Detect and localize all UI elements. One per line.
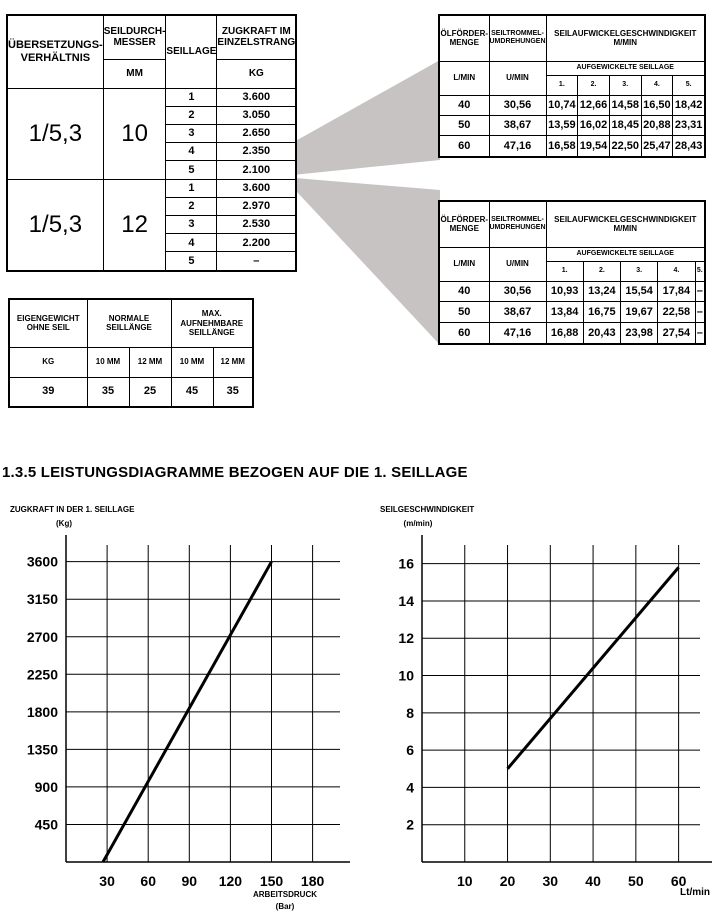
y-tick-label: 1800 bbox=[26, 703, 58, 720]
force-cell: 2.650 bbox=[217, 124, 296, 142]
layer-cell: 1 bbox=[166, 88, 217, 106]
speed-cell: 23,98 bbox=[621, 322, 658, 344]
y-tick-label: 2 bbox=[406, 816, 414, 833]
header-force-unit: KG bbox=[217, 59, 296, 88]
y-tick-label: 3600 bbox=[26, 553, 58, 570]
force-cell: 2.100 bbox=[217, 161, 296, 179]
speed-cell: 12,66 bbox=[578, 95, 610, 115]
connector-wedge-upper bbox=[283, 60, 440, 176]
y-tick-label: 6 bbox=[406, 742, 414, 759]
connector-wedge-lower bbox=[283, 177, 440, 345]
speed-cell: 22,58 bbox=[658, 302, 695, 323]
value-cell: 39 bbox=[9, 377, 87, 407]
layer-cell: 5 bbox=[166, 161, 217, 179]
speed-cell: 16,58 bbox=[546, 136, 578, 157]
flow-cell: 60 bbox=[439, 136, 489, 157]
unit-rotation: U/MIN bbox=[489, 61, 546, 95]
sub-header: 10 MM bbox=[171, 347, 213, 377]
layer-cell: 3 bbox=[166, 124, 217, 142]
layer-header: 1. bbox=[546, 75, 578, 95]
header-rotation: SEILTROMMEL-UMDREHUNGEN bbox=[489, 15, 546, 61]
x-tick-label: 40 bbox=[585, 873, 601, 889]
speed-cell: 20,43 bbox=[583, 322, 620, 344]
speed-cell: 16,88 bbox=[546, 322, 583, 344]
header-ratio: ÜBERSETZUNGS-VERHÄLTNIS bbox=[7, 15, 103, 88]
speed-cell: 18,45 bbox=[609, 115, 641, 135]
x-axis-label: ARBEITSDRUCK bbox=[253, 890, 317, 899]
flow-cell: 50 bbox=[439, 115, 489, 135]
speed-cell: 25,47 bbox=[641, 136, 673, 157]
speed-cell: – bbox=[695, 281, 705, 302]
layer-cell: 4 bbox=[166, 143, 217, 161]
flow-cell: 40 bbox=[439, 95, 489, 115]
y-tick-label: 2250 bbox=[26, 666, 58, 683]
y-tick-label: 2700 bbox=[26, 628, 58, 645]
layer-header: 4. bbox=[641, 75, 673, 95]
value-cell: 35 bbox=[87, 377, 129, 407]
y-tick-label: 3150 bbox=[26, 591, 58, 608]
flow-cell: 40 bbox=[439, 281, 489, 302]
layer-header: 5. bbox=[673, 75, 705, 95]
speed-cell: 15,54 bbox=[621, 281, 658, 302]
weight-table bbox=[8, 298, 254, 408]
x-tick-label: 50 bbox=[628, 873, 644, 889]
layer-header: 3. bbox=[621, 261, 658, 281]
speed-cell: – bbox=[695, 322, 705, 344]
y-tick-label: 10 bbox=[398, 667, 414, 684]
x-tick-label: 60 bbox=[140, 873, 156, 889]
x-tick-label: 90 bbox=[181, 873, 198, 889]
diameter-cell: 10 bbox=[103, 88, 166, 179]
speed-cell: 28,43 bbox=[673, 136, 705, 157]
sub-header: 10 MM bbox=[87, 347, 129, 377]
layer-cell: 3 bbox=[166, 216, 217, 234]
x-tick-label: 10 bbox=[456, 873, 473, 889]
unit-flow: L/MIN bbox=[439, 61, 489, 95]
header-normal-length: NORMALE SEILLÄNGE bbox=[87, 299, 171, 347]
speed-cell: 20,88 bbox=[641, 115, 673, 135]
flow-cell: 50 bbox=[439, 302, 489, 323]
force-cell: – bbox=[217, 252, 296, 271]
y-tick-label: 4 bbox=[406, 779, 414, 796]
layer-header: 3. bbox=[609, 75, 641, 95]
header-speed: SEILAUFWICKELGESCHWINDIGKEIT M/MIN bbox=[546, 15, 705, 61]
flow-cell: 60 bbox=[439, 322, 489, 344]
x-tick-label: 30 bbox=[542, 873, 559, 889]
x-tick-label: 180 bbox=[300, 873, 325, 889]
speed-cell: 14,58 bbox=[609, 95, 641, 115]
speed-cell: 17,84 bbox=[658, 281, 695, 302]
x-tick-label: 150 bbox=[259, 873, 284, 889]
layer-cell: 5 bbox=[166, 252, 217, 271]
speed-cell: 16,75 bbox=[583, 302, 620, 323]
speed-cell: 23,31 bbox=[673, 115, 705, 135]
main-table bbox=[6, 14, 297, 272]
header-rotation: SEILTROMMEL-UMDREHUNGEN bbox=[489, 201, 546, 247]
header-force: ZUGKRAFT IM EINZELSTRANG bbox=[217, 15, 296, 59]
header-layer: SEILLAGE bbox=[166, 15, 217, 88]
header-speed: SEILAUFWICKELGESCHWINDIGKEIT M/MIN bbox=[546, 201, 705, 247]
speed-cell: 22,50 bbox=[609, 136, 641, 157]
x-tick-label: 60 bbox=[670, 873, 687, 889]
layer-header: 4. bbox=[658, 261, 695, 281]
header-max-length: MAX. AUFNEHMBARE SEILLÄNGE bbox=[171, 299, 253, 347]
speed-cell: 19,54 bbox=[578, 136, 610, 157]
value-cell: 35 bbox=[213, 377, 253, 407]
layer-cell: 2 bbox=[166, 106, 217, 124]
diameter-cell: 12 bbox=[103, 179, 166, 271]
ratio-cell: 1/5,3 bbox=[7, 88, 103, 179]
header-layers: AUFGEWICKELTE SEILLAGE bbox=[546, 61, 705, 75]
layer-header: 2. bbox=[578, 75, 610, 95]
layer-header: 2. bbox=[583, 261, 620, 281]
speed-cell: 13,84 bbox=[546, 302, 583, 323]
speed-cell: 27,54 bbox=[658, 322, 695, 344]
y-tick-label: 450 bbox=[34, 816, 58, 833]
sub-header: 12 MM bbox=[129, 347, 171, 377]
unit-flow: L/MIN bbox=[439, 247, 489, 281]
value-cell: 25 bbox=[129, 377, 171, 407]
force-cell: 2.200 bbox=[217, 234, 296, 252]
force-cell: 3.050 bbox=[217, 106, 296, 124]
y-tick-label: 8 bbox=[406, 704, 414, 721]
rotation-cell: 47,16 bbox=[489, 136, 546, 157]
ratio-cell: 1/5,3 bbox=[7, 179, 103, 271]
rotation-cell: 38,67 bbox=[489, 302, 546, 323]
force-cell: 2.970 bbox=[217, 197, 296, 215]
speed-cell: – bbox=[695, 302, 705, 323]
y-tick-label: 1350 bbox=[26, 741, 58, 758]
y-axis-unit: (Kg) bbox=[56, 519, 72, 528]
rotation-cell: 38,67 bbox=[489, 115, 546, 135]
y-tick-label: 12 bbox=[398, 630, 414, 647]
y-axis-label: ZUGKRAFT IN DER 1. SEILLAGE bbox=[10, 505, 135, 514]
sub-header: 12 MM bbox=[213, 347, 253, 377]
speed-cell: 19,67 bbox=[621, 302, 658, 323]
layer-cell: 1 bbox=[166, 179, 217, 197]
speed-cell: 13,24 bbox=[583, 281, 620, 302]
speed-cell: 10,93 bbox=[546, 281, 583, 302]
header-weight: EIGENGEWICHT OHNE SEIL bbox=[9, 299, 87, 347]
layer-cell: 4 bbox=[166, 234, 217, 252]
chart-rope-speed bbox=[360, 500, 713, 915]
chart-pull-force bbox=[0, 500, 350, 915]
header-layers: AUFGEWICKELTE SEILLAGE bbox=[546, 247, 705, 261]
header-flow: ÖLFÖRDER-MENGE bbox=[439, 15, 489, 61]
speed-cell: 16,02 bbox=[578, 115, 610, 135]
x-tick-label: 30 bbox=[99, 873, 115, 889]
force-cell: 2.350 bbox=[217, 143, 296, 161]
section-title: 1.3.5 LEISTUNGSDIAGRAMME BEZOGEN AUF DIE 1. SEILLAGE bbox=[2, 464, 468, 481]
layer-header: 1. bbox=[546, 261, 583, 281]
force-cell: 3.600 bbox=[217, 88, 296, 106]
header-diameter: SEILDURCH-MESSER bbox=[103, 15, 166, 59]
speed-table-12mm bbox=[438, 200, 706, 345]
x-axis-unit: (Bar) bbox=[275, 902, 295, 911]
y-tick-label: 16 bbox=[398, 555, 414, 572]
x-tick-label: 20 bbox=[499, 873, 516, 889]
rotation-cell: 30,56 bbox=[489, 95, 546, 115]
speed-cell: 16,50 bbox=[641, 95, 673, 115]
unit-rotation: U/MIN bbox=[489, 247, 546, 281]
y-axis-unit: (m/min) bbox=[403, 519, 433, 528]
force-cell: 3.600 bbox=[217, 179, 296, 197]
unit-kg: KG bbox=[9, 347, 87, 377]
x-tick-label: 120 bbox=[218, 873, 243, 889]
value-cell: 45 bbox=[171, 377, 213, 407]
speed-table-10mm bbox=[438, 14, 706, 158]
speed-cell: 18,42 bbox=[673, 95, 705, 115]
y-tick-label: 14 bbox=[398, 592, 414, 609]
layer-header: 5. bbox=[695, 261, 705, 281]
x-axis-label: Lt/min bbox=[680, 887, 710, 898]
rotation-cell: 30,56 bbox=[489, 281, 546, 302]
layer-cell: 2 bbox=[166, 197, 217, 215]
speed-cell: 13,59 bbox=[546, 115, 578, 135]
y-axis-label: SEILGESCHWINDIGKEIT bbox=[380, 505, 475, 514]
force-cell: 2.530 bbox=[217, 216, 296, 234]
y-tick-label: 900 bbox=[34, 778, 58, 795]
speed-cell: 10,74 bbox=[546, 95, 578, 115]
header-diameter-unit: MM bbox=[103, 59, 166, 88]
rotation-cell: 47,16 bbox=[489, 322, 546, 344]
header-flow: ÖLFÖRDER-MENGE bbox=[439, 201, 489, 247]
